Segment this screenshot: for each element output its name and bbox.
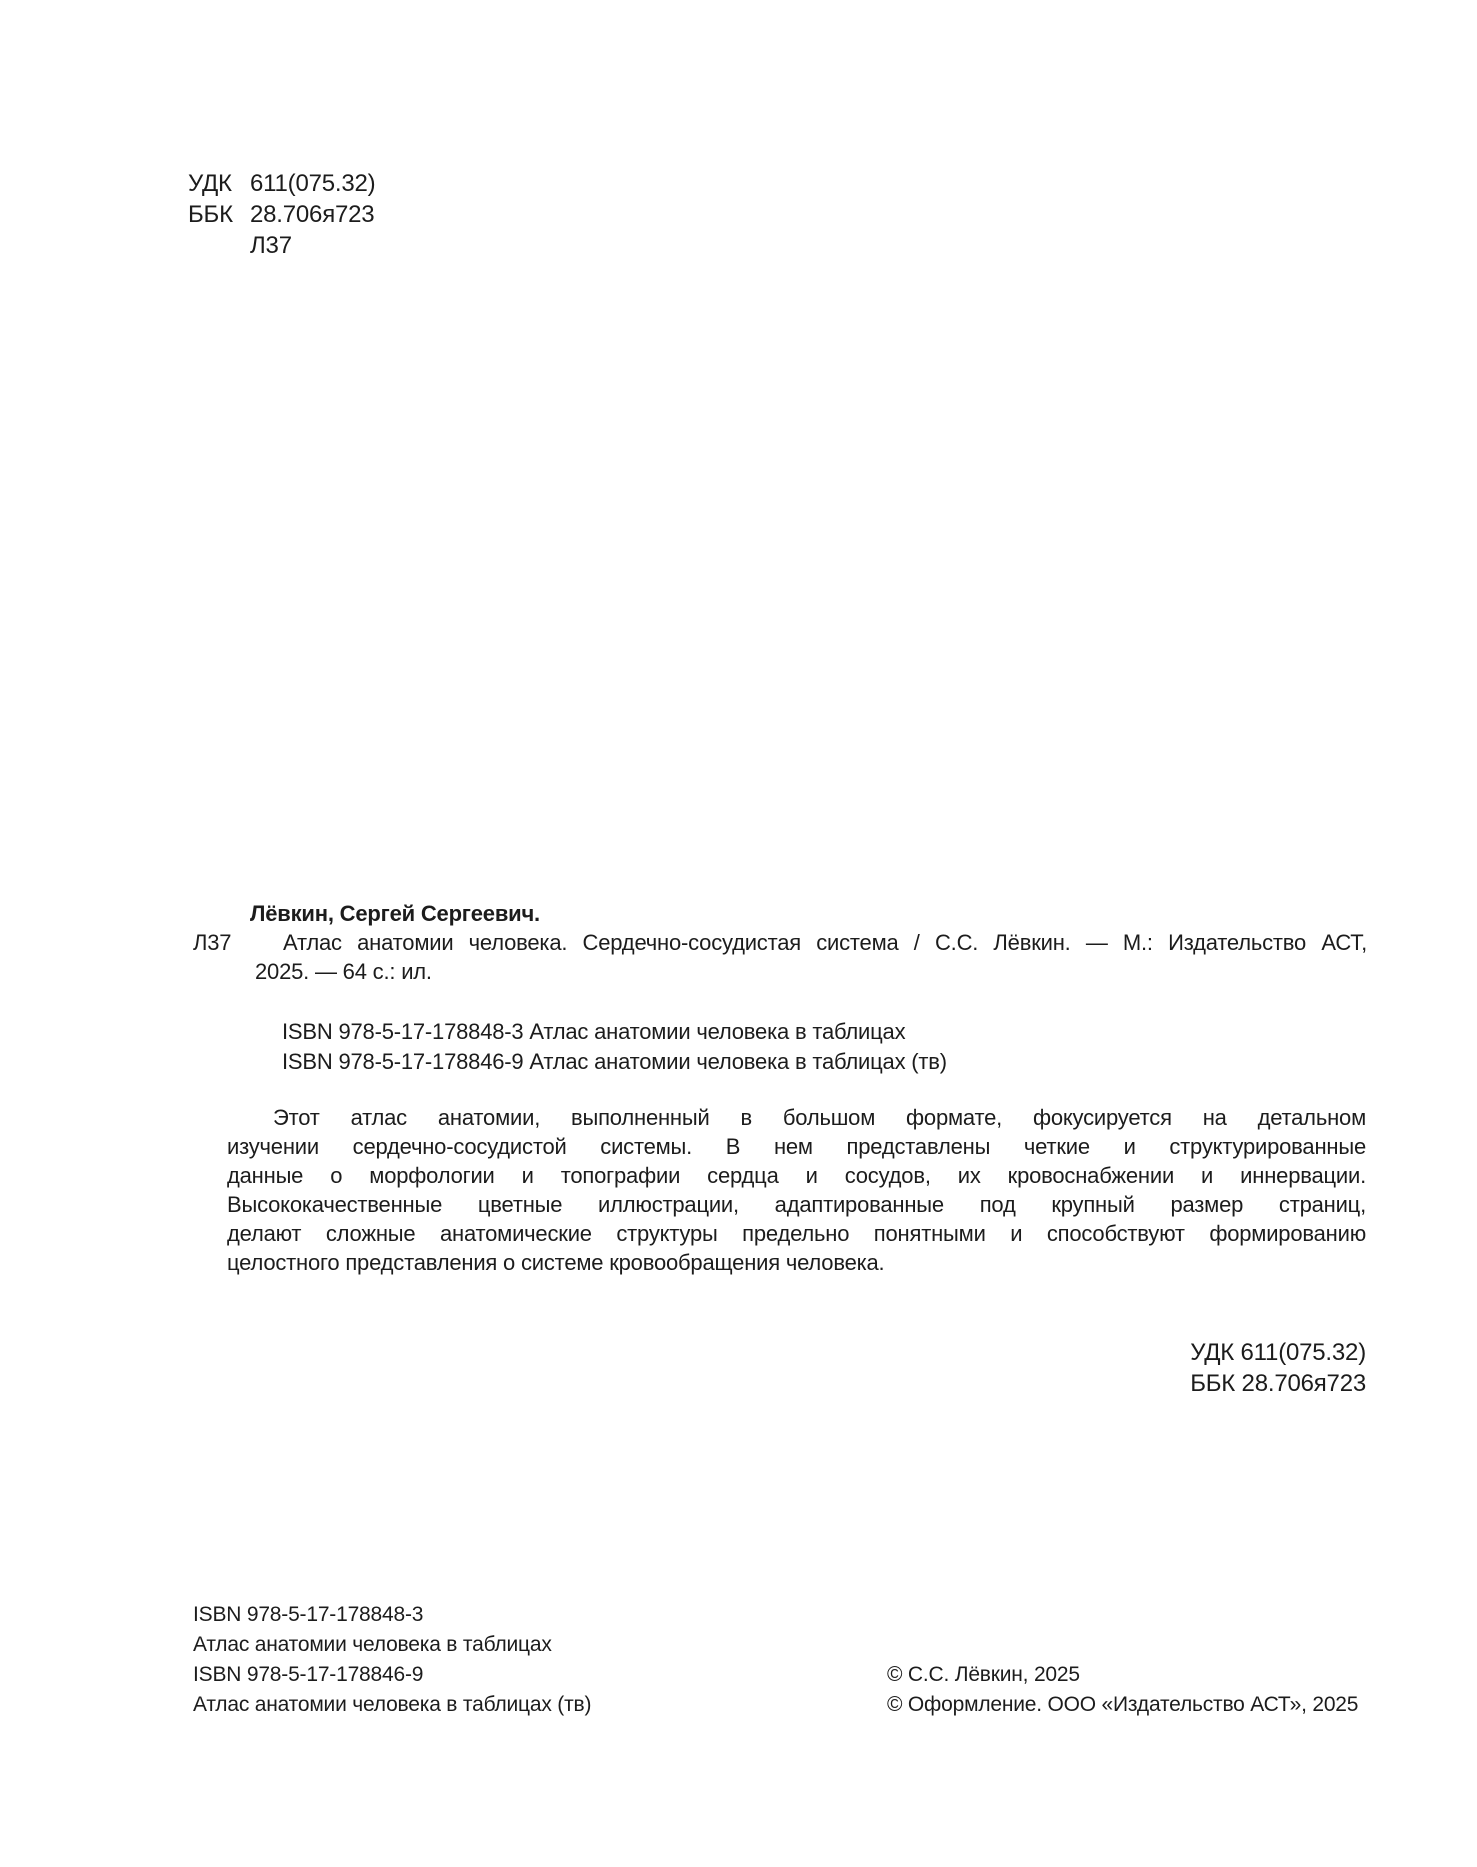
footer-copyright-block [887,1660,1358,1720]
footer-title-line: Атлас анатомии человека в таблицах [193,1633,552,1656]
codes-right-block [1190,1337,1366,1399]
isbn-line-1: ISBN 978-5-17-178848-3 Атлас анатомии человека в таблицах [282,1019,906,1044]
catalog-card [193,899,1367,986]
catalog-author: Лёвкин, Сергей Сергеевич. [250,901,540,926]
footer-isbn-block [193,1600,591,1720]
catalog-description-line2: 2025. — 64 с.: ил. [255,959,432,984]
author-code-spacer [188,230,250,261]
annotation-line: данные о морфологии и топографии сердца и сосудов, их кровоснабжении и иннервации. [227,1163,1366,1188]
catalog-description-line1 [193,928,1367,957]
author-code: Л37 [250,232,292,259]
bbk-row [188,199,375,230]
bbk-label: ББК [188,201,233,228]
bbk-right: ББК 28.706я723 [1190,1370,1366,1397]
author-code-row [188,230,375,261]
udk-label: УДК [188,170,232,197]
copyright-author-line: © С.С. Лёвкин, 2025 [887,1663,1080,1686]
annotation-line: Этот атлас анатомии, выполненный в большом формате, фокусируется на детальном [273,1105,1366,1130]
isbn-line-2: ISBN 978-5-17-178846-9 Атлас анатомии человека в таблицах (тв) [282,1049,947,1074]
annotation-paragraph [227,1103,1366,1277]
isbn-block [282,1017,947,1077]
udk-right: УДК 611(075.32) [1190,1339,1366,1366]
top-catalogue-codes [188,168,375,261]
udk-value: 611(075.32) [250,170,376,197]
catalog-author-code: Л37 [193,930,232,955]
copyright-publisher-line: © Оформление. ООО «Издательство АСТ», 2025 [887,1693,1359,1716]
footer-isbn-line: ISBN 978-5-17-178848-3 [193,1603,424,1626]
annotation-line: Высококачественные цветные иллюстрации, адаптированные под крупный размер страниц, [227,1192,1366,1217]
footer-isbn-line: ISBN 978-5-17-178846-9 [193,1663,424,1686]
annotation-line: делают сложные анатомические структуры предельно понятными и способствуют формированию [227,1221,1366,1246]
bbk-value: 28.706я723 [250,201,375,228]
udk-row [188,168,375,199]
annotation-line: изучении сердечно-сосудистой системы. В нем представлены четкие и структурированные [227,1134,1366,1159]
catalog-description-text: Атлас анатомии человека. Сердечно-сосудистая система / С.С. Лёвкин. — М.: Издательство АСТ, [283,930,1367,955]
footer-title-line: Атлас анатомии человека в таблицах (тв) [193,1693,592,1716]
annotation-line: целостного представления о системе кровообращения человека. [227,1250,885,1275]
